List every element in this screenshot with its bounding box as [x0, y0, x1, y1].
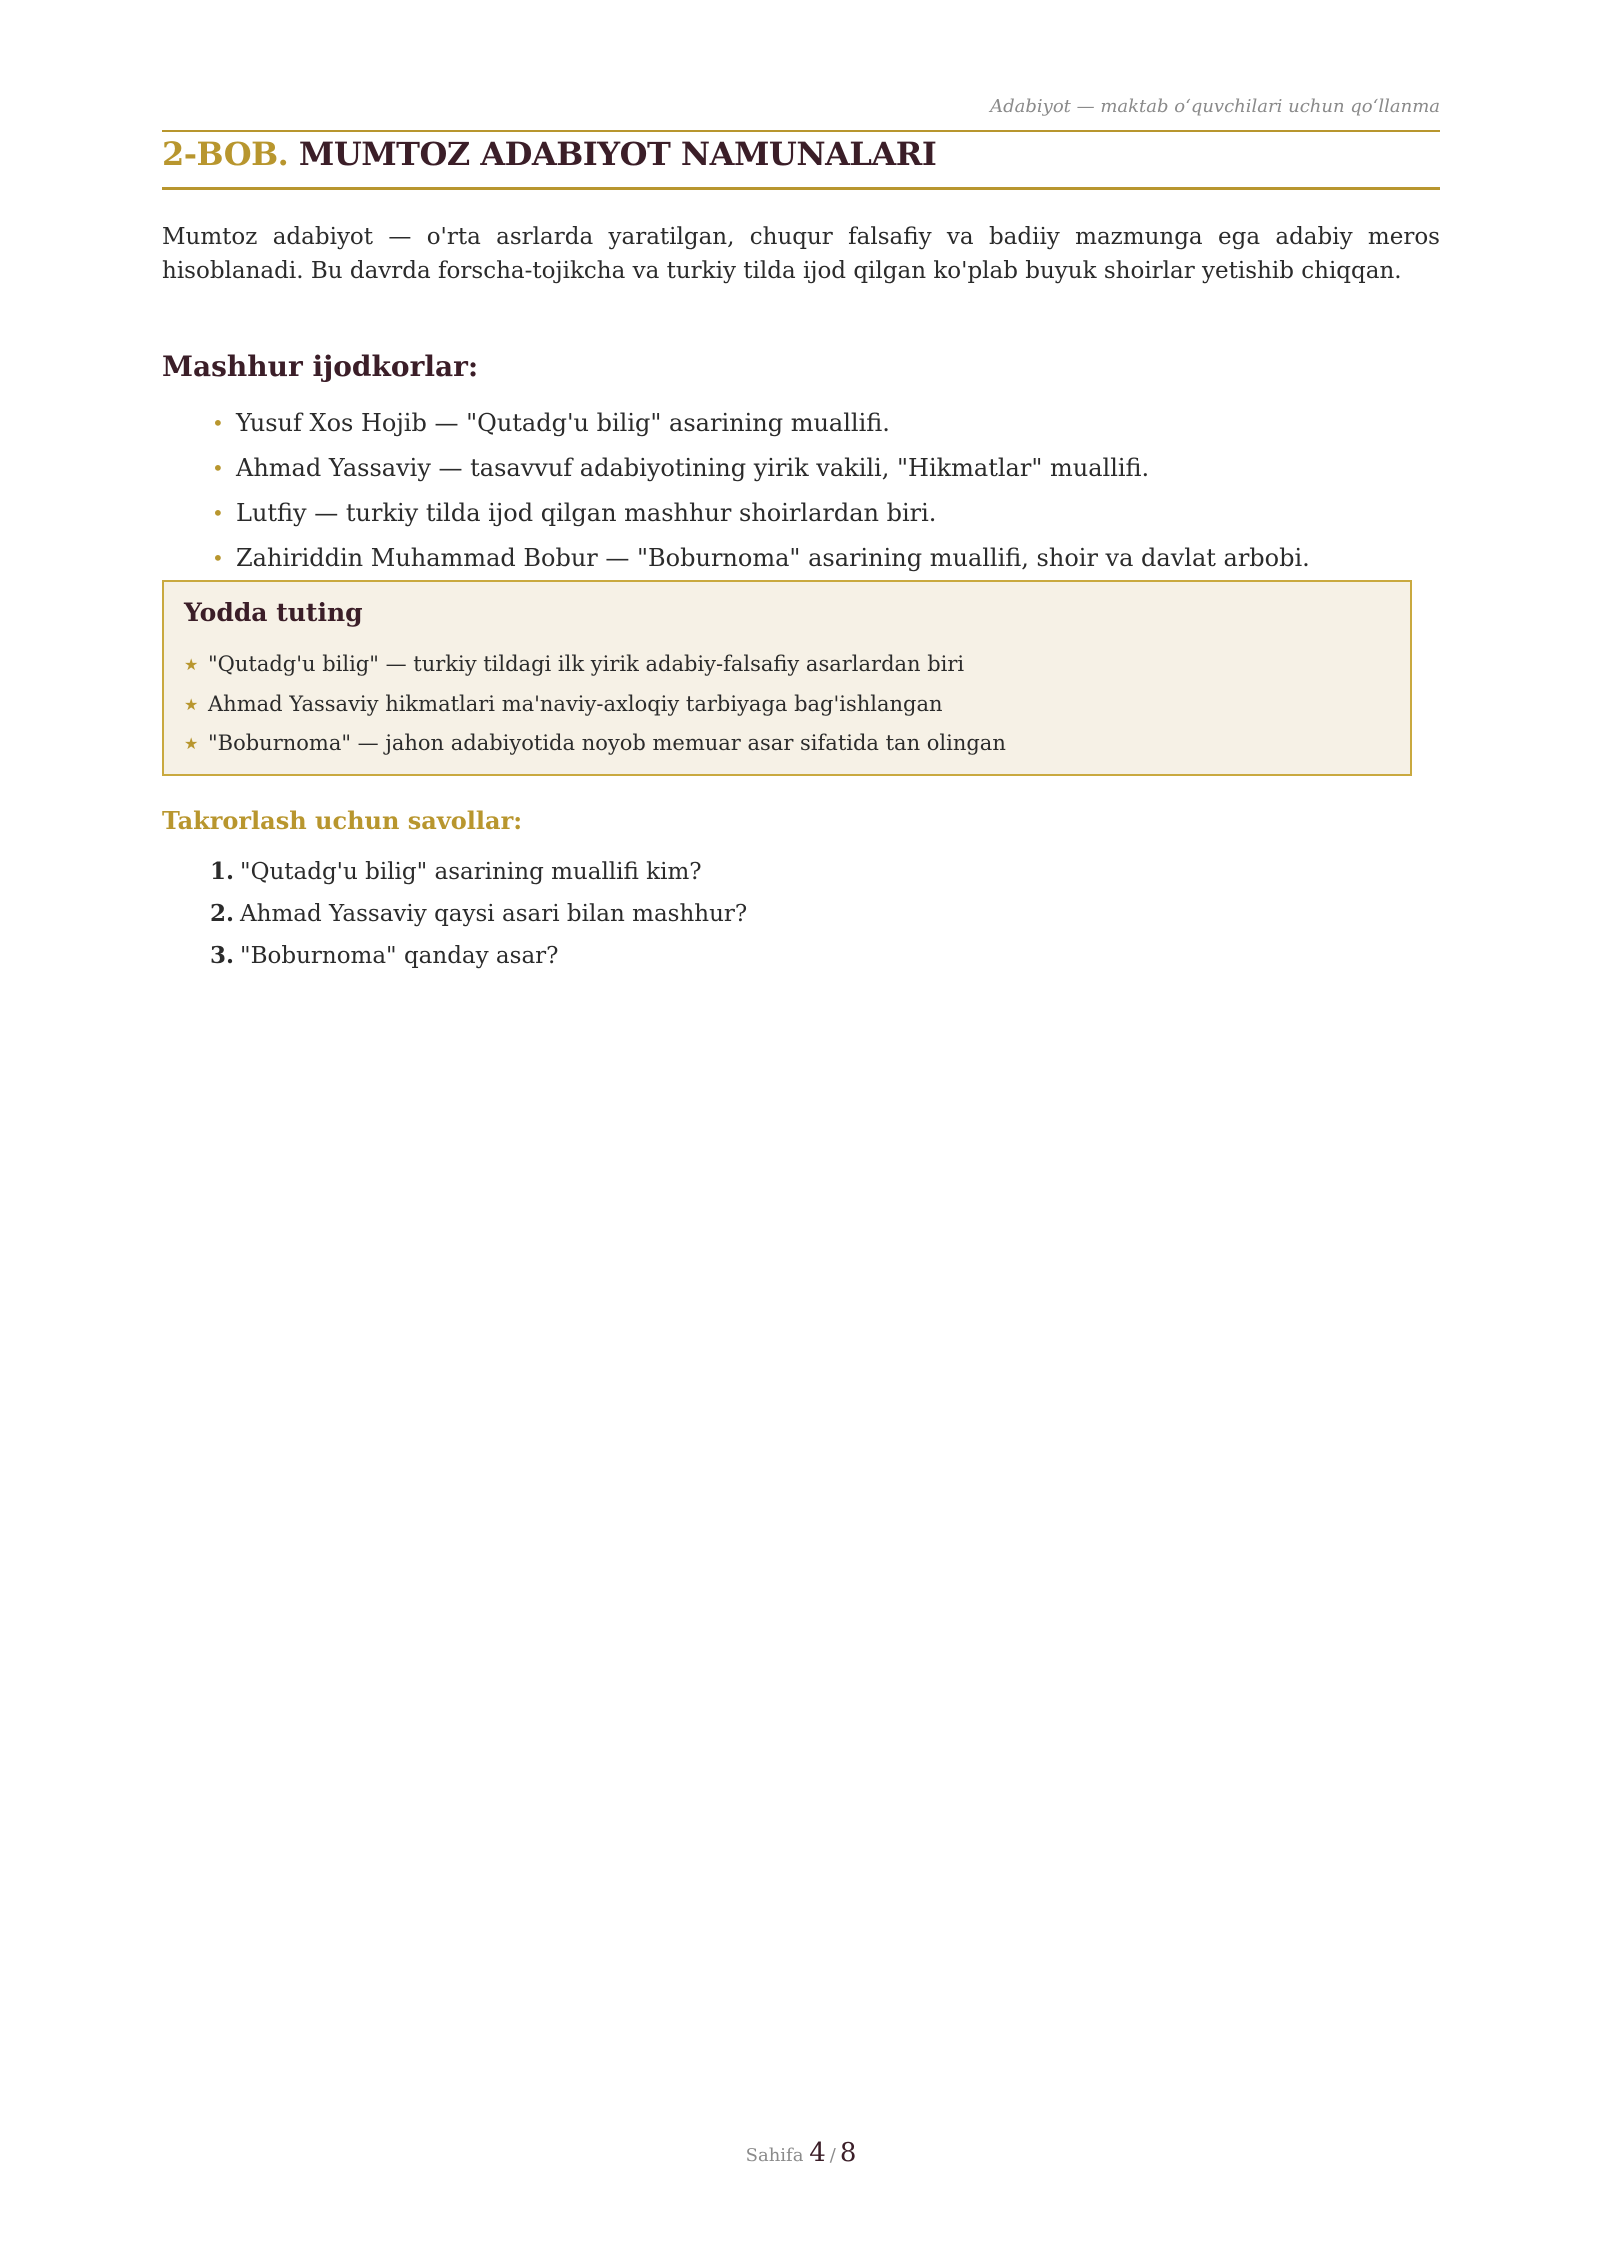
page-separator: / [829, 2145, 836, 2166]
list-item [184, 724, 1006, 764]
question-text: "Boburnoma" qanday asar? [240, 943, 559, 969]
page-footer [162, 2138, 1440, 2168]
header-rule [162, 130, 1440, 132]
list-item-text: Ahmad Yassaviy — tasavvuf adabiyotining yirik vakili, "Hikmatlar" muallifi. [236, 454, 1150, 482]
question-item [210, 935, 747, 977]
remember-box-title: Yodda tuting [184, 598, 363, 627]
chapter-number: 2-BOB. [162, 135, 289, 173]
list-item [184, 685, 1006, 725]
question-number: 2. [210, 900, 235, 927]
question-number: 1. [210, 858, 235, 885]
star-icon: ★ [184, 655, 199, 674]
list-item [184, 645, 1006, 685]
question-text: "Qutadg'u bilig" asarining muallifi kim? [240, 859, 702, 885]
list-item-text: "Qutadg'u bilig" — turkiy tildagi ilk yirik adabiy-falsafiy asarlardan biri [208, 652, 965, 676]
question-item [210, 893, 747, 935]
current-page-number: 4 [809, 2138, 826, 2168]
list-item-text: "Boburnoma" — jahon adabiyotida noyob memuar asar sifatida tan olingan [208, 731, 1006, 755]
star-icon: ★ [184, 734, 199, 753]
document-page [162, 0, 1440, 2262]
authors-list [210, 401, 1310, 581]
questions-list [210, 851, 747, 977]
list-item-text: Lutfiy — turkiy tilda ijod qilgan mashhur shoirlardan biri. [236, 499, 937, 527]
list-item [210, 446, 1310, 491]
total-pages-number: 8 [839, 2138, 857, 2168]
list-item-text: Yusuf Xos Hojib — "Qutadg'u bilig" asarining muallifi. [236, 409, 890, 437]
dot-bullet-icon: • [212, 411, 224, 435]
list-item-text: Zahiriddin Muhammad Bobur — "Boburnoma" asarining muallifi, shoir va davlat arbobi. [236, 544, 1310, 572]
list-item-text: Ahmad Yassaviy hikmatlari ma'naviy-axloqiy tarbiyaga bag'ishlangan [208, 691, 943, 716]
remember-list [184, 645, 1006, 764]
chapter-title-text: MUMTOZ ADABIYOT NAMUNALARI [298, 135, 937, 173]
dot-bullet-icon: • [212, 456, 224, 480]
question-text: Ahmad Yassaviy qaysi asari bilan mashhur? [240, 901, 748, 927]
page-label: Sahifa [745, 2145, 804, 2166]
question-number: 3. [210, 942, 235, 969]
star-icon: ★ [184, 694, 199, 714]
running-head: Adabiyot — maktab o‘quvchilari uchun qo‘llanma [990, 96, 1440, 117]
list-item [210, 536, 1310, 581]
questions-heading: Takrorlash uchun savollar: [162, 806, 523, 835]
list-item [210, 491, 1310, 536]
chapter-title [162, 135, 936, 173]
remember-box [162, 580, 1412, 776]
question-item [210, 851, 747, 893]
authors-heading: Mashhur ijodkorlar: [162, 350, 479, 383]
list-item [210, 401, 1310, 446]
title-underline [162, 187, 1440, 190]
dot-bullet-icon: • [212, 546, 224, 570]
intro-paragraph: Mumtoz adabiyot — o'rta asrlarda yaratilgan, chuqur falsafiy va badiiy mazmunga ega adabiy meros hisoblanadi. Bu davrda forscha-tojikcha va turkiy tilda ijod qilgan ko'plab buyuk shoirlar yetishib chiqqan. [162, 224, 1440, 284]
dot-bullet-icon: • [212, 501, 224, 525]
